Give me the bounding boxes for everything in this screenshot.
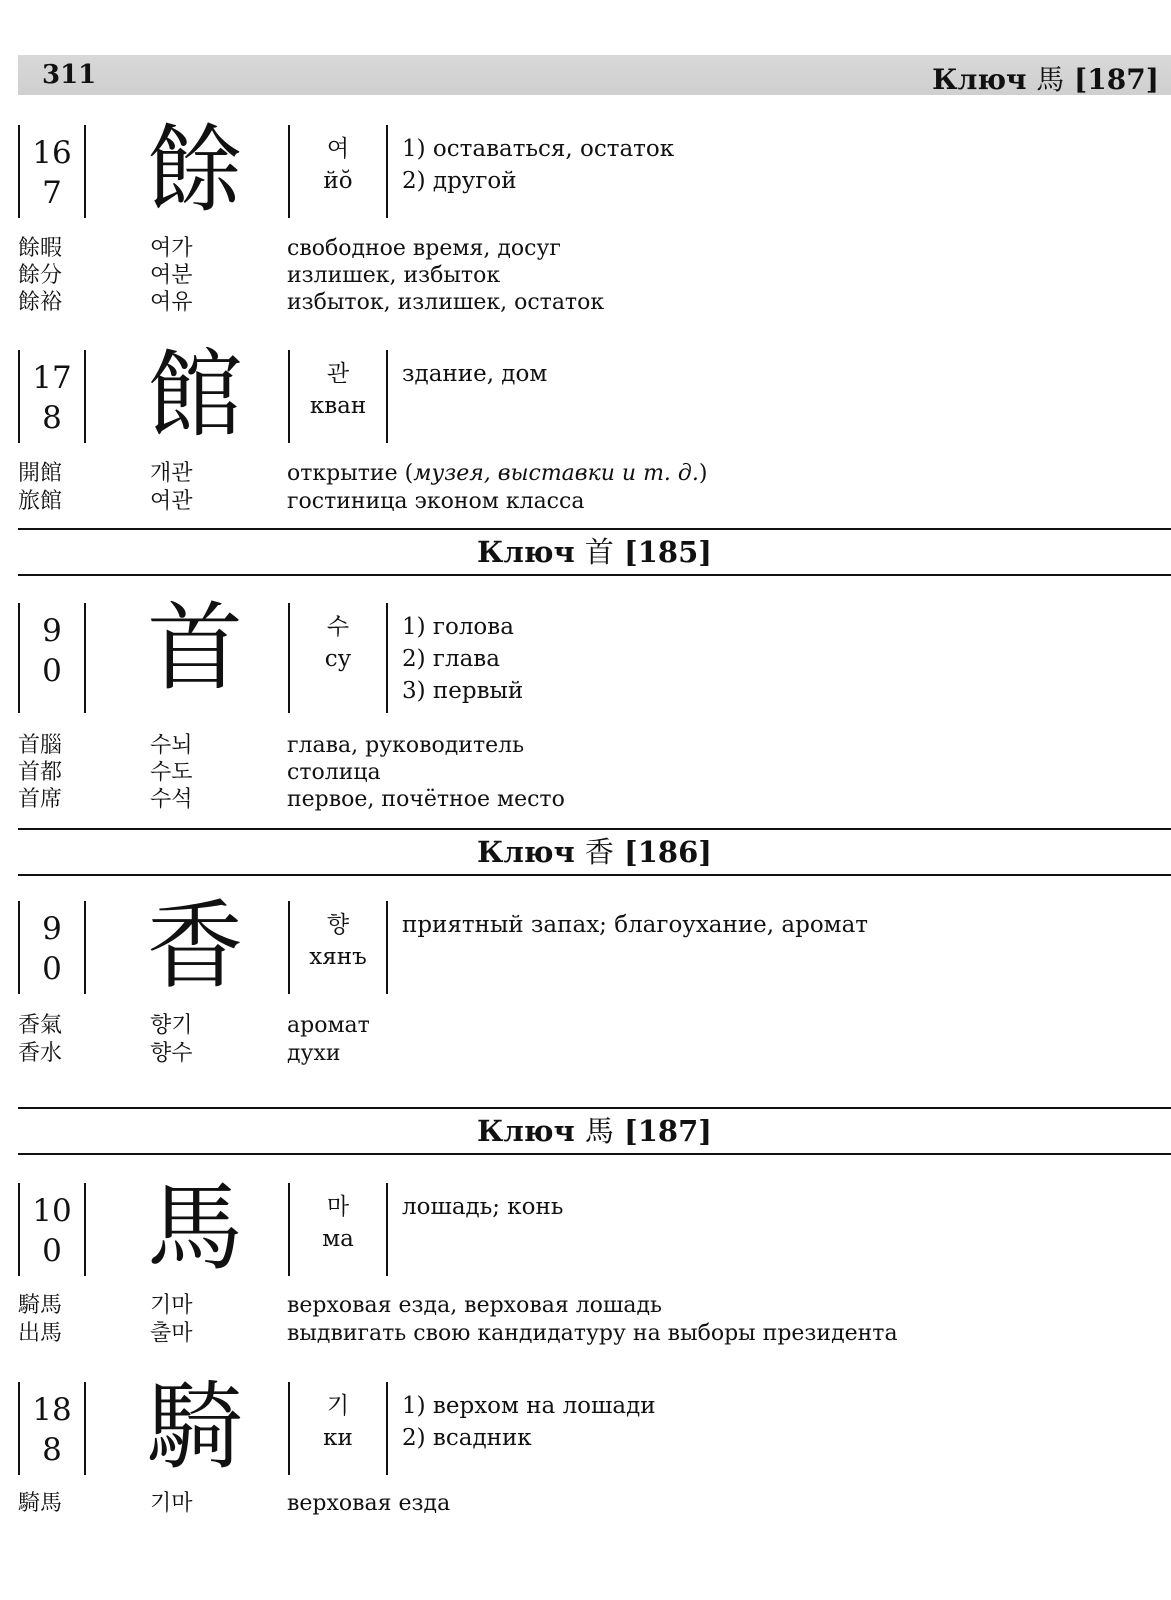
compound-translation: гостиница эконом класса	[287, 489, 585, 514]
section-header	[18, 828, 1171, 876]
stroke-extra: 8	[42, 400, 62, 436]
page-number: 311	[42, 60, 97, 90]
compound-translation	[287, 460, 707, 488]
compound-hanja: 騎馬	[18, 1293, 63, 1318]
meanings	[402, 1390, 656, 1454]
compound-translation: верховая езда	[287, 1491, 451, 1516]
compound-row	[0, 1320, 1171, 1348]
translation-text: )	[698, 461, 708, 486]
running-head-prefix: Ключ	[932, 63, 1027, 96]
meaning-item: 2) всадник	[402, 1425, 532, 1451]
compound-row	[0, 759, 1171, 787]
cyrillic-reading: ки	[323, 1425, 353, 1451]
compound-translation: выдвигать свою кандидатуру на выборы президента	[287, 1321, 898, 1346]
compound-hanja: 餘裕	[18, 290, 63, 315]
compound-row	[0, 460, 1171, 488]
compound-hangul: 수도	[150, 760, 193, 785]
running-head-glyph: 馬	[1036, 63, 1065, 96]
compound-row	[0, 1012, 1171, 1040]
headword-character: 香	[147, 890, 243, 1002]
section-header	[18, 1107, 1171, 1155]
cyrillic-reading: йŏ	[323, 168, 353, 194]
section-number: [187]	[624, 1114, 712, 1148]
compound-hanja: 餘暇	[18, 236, 63, 261]
compound-hangul: 여가	[150, 236, 193, 261]
section-glyph: 香	[584, 835, 614, 869]
stroke-total: 10	[32, 1193, 72, 1229]
meanings	[402, 909, 868, 941]
hangul-reading: 기	[326, 1393, 350, 1419]
compound-translation: верховая езда, верховая лошадь	[287, 1293, 663, 1318]
compound-hangul: 기마	[150, 1491, 193, 1516]
section-prefix: Ключ	[476, 1114, 575, 1148]
hangul-reading: 여	[326, 136, 350, 162]
compound-hanja: 旅館	[18, 489, 63, 514]
stroke-count	[18, 1382, 86, 1475]
meanings	[402, 133, 674, 197]
meaning-item: здание, дом	[402, 361, 548, 387]
stroke-count	[18, 350, 86, 443]
compound-row	[0, 262, 1171, 290]
compound-hanja: 餘分	[18, 263, 63, 288]
reading-column	[288, 125, 388, 218]
compound-row	[0, 488, 1171, 516]
meaning-item: 1) оставаться, остаток	[402, 136, 675, 162]
compound-row	[0, 289, 1171, 317]
running-head	[932, 58, 1159, 98]
compound-hangul: 개관	[150, 461, 193, 486]
section-prefix: Ключ	[476, 535, 575, 569]
stroke-count	[18, 603, 86, 713]
translation-text: открытие (	[287, 461, 414, 486]
stroke-total: 9	[42, 613, 62, 649]
reading-column	[288, 901, 388, 994]
section-number: [186]	[624, 835, 712, 869]
compound-hangul: 향기	[150, 1013, 193, 1038]
compound-translation: избыток, излишек, остаток	[287, 290, 605, 315]
compound-hanja: 首都	[18, 760, 63, 785]
hangul-reading: 관	[326, 361, 350, 387]
compound-row	[0, 786, 1171, 814]
compound-translation: духи	[287, 1041, 341, 1066]
meaning-item: 1) голова	[402, 614, 514, 640]
compound-translation: глава, руководитель	[287, 733, 525, 758]
section-header	[18, 528, 1171, 576]
hangul-reading: 수	[326, 614, 350, 640]
compound-hangul: 수석	[150, 787, 193, 812]
compound-hanja: 開館	[18, 461, 63, 486]
stroke-count	[18, 901, 86, 994]
reading-column	[288, 350, 388, 443]
headword-character: 馬	[147, 1172, 243, 1284]
stroke-total: 16	[32, 135, 72, 171]
stroke-extra: 8	[42, 1432, 62, 1468]
hangul-reading: 향	[326, 912, 350, 938]
hangul-reading: 마	[326, 1194, 350, 1220]
reading-column	[288, 1183, 388, 1276]
stroke-extra: 0	[42, 1233, 62, 1269]
running-head-number: [187]	[1074, 63, 1159, 96]
compound-hangul: 기마	[150, 1293, 193, 1318]
compound-row	[0, 1292, 1171, 1320]
compound-hangul: 여분	[150, 263, 193, 288]
meanings	[402, 611, 523, 707]
compound-row	[0, 1490, 1171, 1518]
meanings	[402, 1191, 563, 1223]
meaning-item: 1) верхом на лошади	[402, 1393, 656, 1419]
section-prefix: Ключ	[476, 835, 575, 869]
stroke-extra: 7	[42, 175, 62, 211]
translation-italic: музея, выставки и т. д.	[413, 461, 699, 486]
meanings	[402, 358, 547, 390]
headword-character: 騎	[147, 1371, 243, 1483]
stroke-total: 17	[32, 360, 72, 396]
cyrillic-reading: хянъ	[309, 944, 367, 970]
compound-hangul: 수뇌	[150, 733, 193, 758]
compound-hanja: 香水	[18, 1041, 63, 1066]
stroke-count	[18, 125, 86, 218]
meaning-item: 2) другой	[402, 168, 517, 194]
compound-hanja: 騎馬	[18, 1491, 63, 1516]
reading-column	[288, 1382, 388, 1475]
compound-hangul: 여유	[150, 290, 193, 315]
compound-translation: столица	[287, 760, 381, 785]
compound-row	[0, 235, 1171, 263]
stroke-total: 18	[32, 1392, 72, 1428]
compound-row	[0, 1040, 1171, 1068]
compound-hanja: 出馬	[18, 1321, 63, 1346]
reading-column	[288, 603, 388, 713]
stroke-count	[18, 1183, 86, 1276]
meaning-item: лошадь; конь	[402, 1194, 564, 1220]
compound-hanja: 首席	[18, 787, 63, 812]
cyrillic-reading: ма	[322, 1226, 354, 1252]
stroke-extra: 0	[42, 653, 62, 689]
compound-translation: первое, почётное место	[287, 787, 565, 812]
compound-hanja: 香氣	[18, 1013, 63, 1038]
meaning-item: 3) первый	[402, 678, 524, 704]
section-number: [185]	[624, 535, 712, 569]
compound-hangul: 향수	[150, 1041, 193, 1066]
meaning-item: 2) глава	[402, 646, 500, 672]
headword-character: 館	[147, 339, 243, 451]
headword-character: 首	[147, 592, 243, 704]
headword-character: 餘	[147, 114, 243, 226]
stroke-total: 9	[42, 911, 62, 947]
compound-translation: излишек, избыток	[287, 263, 501, 288]
compound-row	[0, 732, 1171, 760]
compound-hangul: 여관	[150, 489, 193, 514]
section-glyph: 馬	[584, 1114, 614, 1148]
stroke-extra: 0	[42, 951, 62, 987]
section-glyph: 首	[584, 535, 614, 569]
compound-hanja: 首腦	[18, 733, 63, 758]
compound-translation: свободное время, досуг	[287, 236, 561, 261]
cyrillic-reading: су	[324, 646, 352, 672]
cyrillic-reading: кван	[309, 393, 367, 419]
compound-hangul: 출마	[150, 1321, 193, 1346]
compound-translation: аромат	[287, 1013, 370, 1038]
meaning-item: приятный запах; благоухание, аромат	[402, 912, 869, 938]
